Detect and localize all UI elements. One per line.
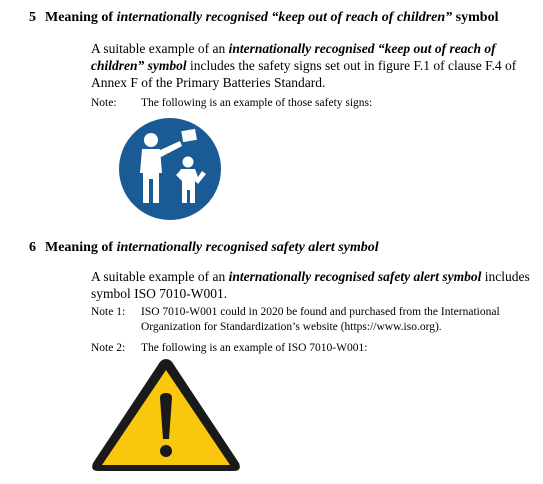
- keep-out-of-reach-of-children-icon: [118, 117, 222, 221]
- section-5-note-label: Note:: [91, 97, 117, 109]
- sign-5-background: [119, 118, 221, 220]
- safety-alert-triangle-icon: [88, 355, 244, 475]
- section-5-heading-prefix: Meaning of: [45, 10, 117, 25]
- section-5-paragraph: [91, 40, 541, 91]
- section-6-note-1-text: ISO 7010-W001 could in 2020 be found and purchased from the International Organization for Standardization’s website (https://www.iso.org).: [141, 306, 500, 333]
- section-5-para-prefix: A suitable example of an: [91, 41, 229, 56]
- section-5-heading-term: internationally recognised “keep out of reach of children”: [116, 10, 453, 25]
- section-6-note-1-label: Note 1:: [91, 306, 126, 318]
- section-5-heading: [29, 9, 498, 27]
- section-6-number: 6: [29, 240, 36, 255]
- section-6-note-2-text: The following is an example of ISO 7010-W001:: [141, 342, 368, 354]
- section-5-number: 5: [29, 10, 36, 25]
- section-6-note-2-label: Note 2:: [91, 342, 126, 354]
- section-5-note-text: The following is an example of those safety signs:: [141, 97, 373, 109]
- section-6-para-term: internationally recognised safety alert symbol: [228, 269, 482, 284]
- section-6-heading: [29, 239, 379, 257]
- section-6-para-suffix: includes symbol ISO 7010-W001.: [91, 269, 530, 301]
- section-5-heading-suffix: symbol: [452, 10, 499, 25]
- section-5-para-suffix: includes the safety signs set out in figure F.1 of clause F.4 of Annex F of the Primary Batteries Standard.: [91, 58, 517, 90]
- section-6-heading-prefix: Meaning of: [45, 240, 117, 255]
- section-6-heading-term: internationally recognised safety alert symbol: [116, 240, 379, 255]
- section-6-para-prefix: A suitable example of an: [91, 269, 229, 284]
- section-5-para-term: internationally recognised “keep out of reach of children” symbol: [91, 41, 496, 73]
- section-6-paragraph: [91, 268, 541, 302]
